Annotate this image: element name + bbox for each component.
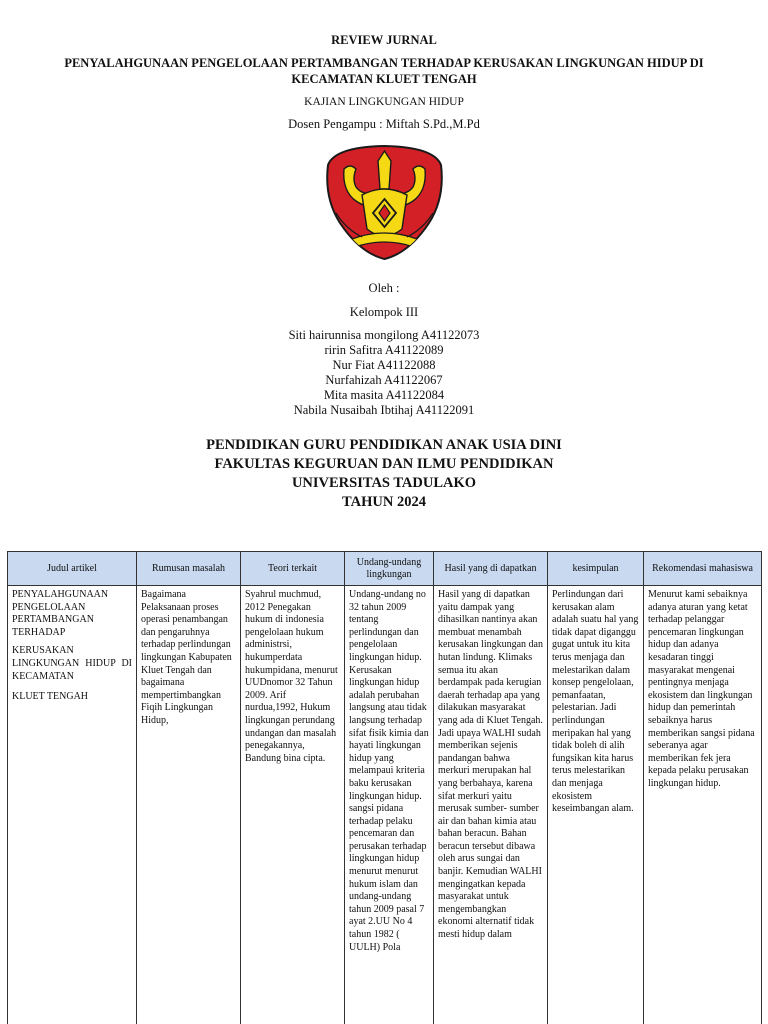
year-label: TAHUN 2024: [342, 494, 426, 510]
member-item: ririn Safitra A41122089: [324, 343, 444, 357]
header-judul-artikel: Judul artikel: [8, 552, 137, 586]
member-item: Siti hairunnisa mongilong A41122073: [288, 328, 480, 342]
review-label: REVIEW JURNAL: [331, 33, 437, 47]
journal-title-line1: PENYALAHGUNAAN PENGELOLAAN PERTAMBANGAN TERHADAP KERUSAKAN LINGKUNGAN HIDUP DI: [64, 56, 704, 70]
table-row: [8, 586, 762, 1024]
cell-rekomendasi: Menurut kami sebaiknya adanya aturan yang ketat terhadap pelanggar pencemaran lingkungan hidup dan adanya kesadaran tinggi masyarakat mengenai pentingnya menjaga ekosistem dan lingkungan hidup dan pemerintah sebaiknya harus memberikan sangsi pidana seberanya agar memberikan fek jera kepada pelaku perusakan lingkungan hidup.: [644, 586, 762, 1024]
table-header-row: [8, 552, 762, 586]
header-undang-undang: Undang-undang lingkungan: [345, 552, 434, 586]
member-item: Nurfahizah A41122067: [325, 373, 443, 387]
tadulako-university-emblem-icon: [322, 143, 447, 261]
cell-kesimpulan: Perlindungan dari kerusakan alam adalah suatu hal yang tidak dapat diganggu gugat untuk itu kita terus menjaga dan melestarikan dalam konsep pengelolaan, pemanfaatan, pelestarian. Jadi perlindungan meripakan hal yang tidak boleh di alih fungsikan kita harus terus melestarikan dan menjaga ekosistem keseimbangan alam.: [548, 586, 644, 1024]
by-label: Oleh :: [368, 281, 400, 295]
university-name: UNIVERSITAS TADULAKO: [291, 475, 477, 491]
judul-part1: PENYALAHGUNAAN PENGELOLAAN PERTAMBANGAN TERHADAP: [12, 589, 109, 638]
member-item: Nabila Nusaibah Ibtihaj A41122091: [293, 403, 475, 417]
journal-title-line2: KECAMATAN KLUET TENGAH: [291, 72, 477, 86]
header-hasil: Hasil yang di dapatkan: [434, 552, 548, 586]
cell-undang-undang: Undang-undang no 32 tahun 2009 tentang perlindungan dan pengelolaan lingkungan hidup. Kerusakan lingkungan hidup adalah perubahan langsung atau tidak langsung terhadap sifat fisik kimia dan hayati lingkungan hidup yang melampaui kriteria baku kerusakan lingkungan hidup. sangsi pidana terhadap pelaku pencemaran dan perusakan terhadap lingkungan hidup menurut menurut hukum islam dan undang-undang tahun 2009 pasal 7 ayat 2.UU No 4 tahun 1982 ( UULH) Pola: [345, 586, 434, 1024]
judul-part2: KERUSAKAN LINGKUNGAN HIDUP DI KECAMATAN: [12, 645, 132, 682]
review-table: [7, 551, 762, 1024]
course-name: KAJIAN LINGKUNGAN HIDUP: [304, 96, 464, 108]
journal-title: [40, 55, 728, 87]
cell-teori-terkait: Syahrul muchmud, 2012 Penegakan hukum di indonesia pengelolaan hukum administrsi, hukumperdata hukumpidana, menurut UUDnomor 32 Tahun 2009. Arif nurdua,1992, Hukum lingkungan perundang undangan dan masalah penegakannya, Bandung bina cipta.: [241, 586, 345, 1024]
header-rekomendasi: Rekomendasi mahasiswa: [644, 552, 762, 586]
institution-block: [0, 436, 768, 512]
cell-rumusan-masalah: Bagaimana Pelaksanaan proses operasi penambangan dan pengaruhnya terhadap perlindungan lingkungan Kabupaten Kluet Tengah dan bagaimana mempertimbangkan Fiqih Lingkungan Hidup,: [137, 586, 241, 1024]
cell-hasil: Hasil yang di dapatkan yaitu dampak yang dihasilkan nantinya akan membuat menambah kerusakan lingkungan dan hutan lindung. Klimaks semua itu akan berdampak pada kerugian daerah terhadap apa yang dilakukan masyarakat yang ada di Kluet Tengah. Jadi upaya WALHI sudah memberikan sejenis pandangan bahwa merkuri merupakan hal yang berbahaya, karena sifat merkuri yaitu merusak sumber- sumber air dan bahan kimia atau bahan beracun. Bahan beracun tersebut dibawa oleh arus sungai dan banjir. Kemudian WALHI mengingatkan kepada masyarakat untuk mengembangkan ekonomi alternatif tidak mesti hidup dalam: [434, 586, 548, 1024]
header-rumusan-masalah: Rumusan masalah: [137, 552, 241, 586]
header-teori-terkait: Teori terkait: [241, 552, 345, 586]
judul-part3: KLUET TENGAH: [12, 691, 89, 703]
header-kesimpulan: kesimpulan: [548, 552, 644, 586]
study-program: PENDIDIKAN GURU PENDIDIKAN ANAK USIA DINI: [206, 437, 562, 453]
member-list: [0, 328, 768, 418]
member-item: Mita masita A41122084: [323, 388, 445, 402]
cell-judul-artikel: [8, 586, 137, 1024]
group-name: Kelompok III: [349, 305, 419, 319]
faculty-name: FAKULTAS KEGURUAN DAN ILMU PENDIDIKAN: [214, 456, 554, 472]
member-item: Nur Fiat A41122088: [332, 358, 436, 372]
lecturer-line: Dosen Pengampu : Miftah S.Pd.,M.Pd: [288, 117, 480, 131]
